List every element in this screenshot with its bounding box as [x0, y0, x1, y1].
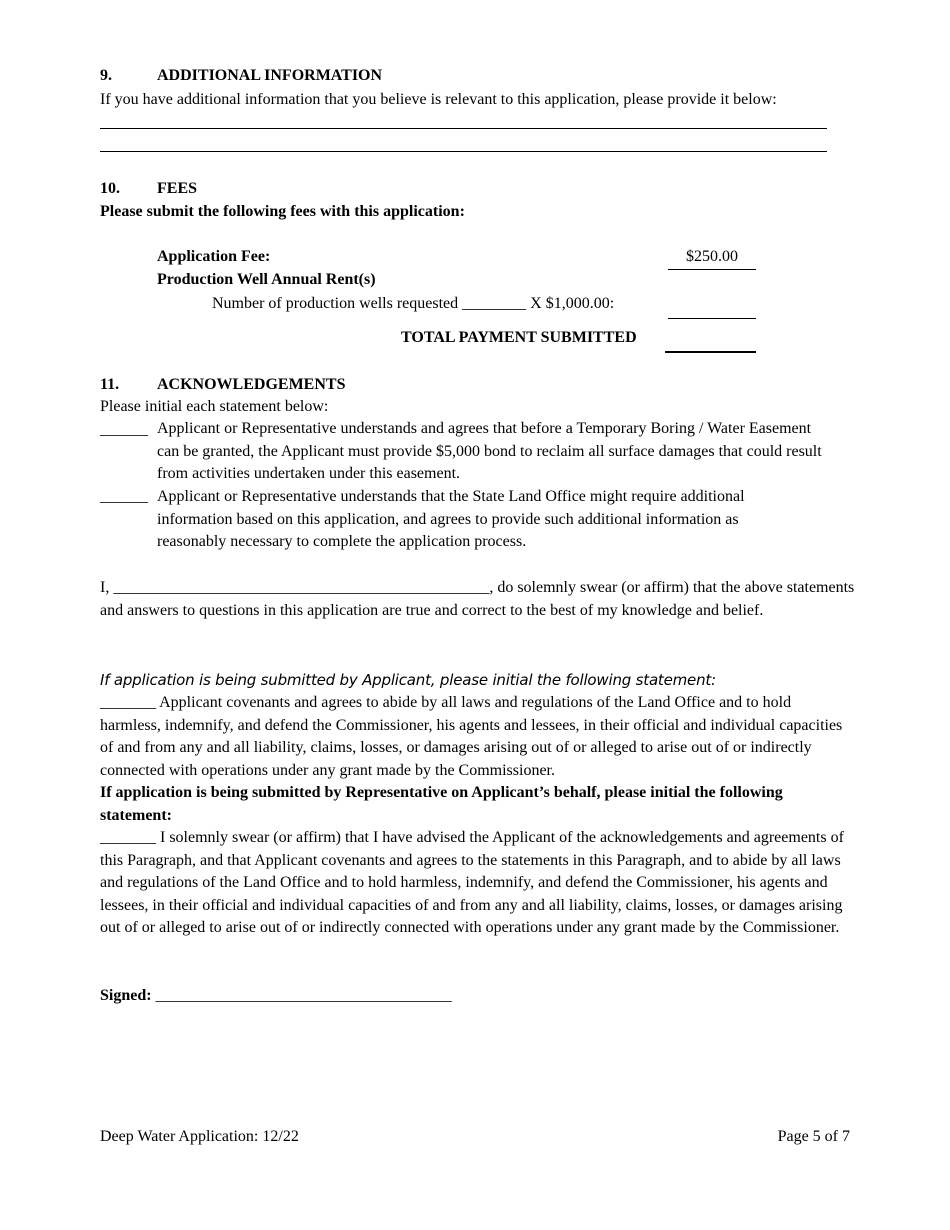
total-payment-label: TOTAL PAYMENT SUBMITTED [401, 329, 637, 346]
footer-page-number: Page 5 of 7 [777, 1128, 850, 1145]
section-10-number: 10. [100, 180, 120, 197]
applicant-statement [100, 692, 855, 782]
ack-1-initial-blank[interactable]: ______ [100, 421, 148, 438]
oath-statement[interactable]: I, _______________________________________________, do solemnly swear (or affirm) that the above statements and answers to questions in this application are true and correct to the best of my knowledge and belief. [100, 579, 855, 619]
section-9-prompt: If you have additional information that you believe is relevant to this application, please provide it below: [100, 91, 777, 108]
production-wells-count-line[interactable]: Number of production wells requested ________ X $1,000.00: [212, 295, 615, 312]
well-rent-amount-field[interactable] [668, 318, 756, 319]
application-fee-underline [668, 269, 756, 270]
applicant-statement-text: Applicant covenants and agrees to abide by all laws and regulations of the Land Office and to hold harmless, indemnify, and defend the Commissioner, his agents and lessees, in their official and individual capacities of and from any and all liability, claims, losses, or damages arising out of or alleged to arise out of or indirectly connected with operations under any grant made by the Commissioner. [100, 694, 843, 779]
ack-1-text: Applicant or Representative understands and agrees that before a Temporary Boring / Water Easement can be granted, the Applicant must provide $5,000 bond to reclaim all surface damages that could result from activities undertaken under this easement. [157, 420, 822, 482]
application-fee-value: $250.00 [686, 248, 738, 265]
representative-statement-heading: If application is being submitted by Representative on Applicant’s behalf, please initial the following statement: [100, 784, 783, 824]
production-well-rent-label: Production Well Annual Rent(s) [157, 271, 376, 288]
signature-row [100, 986, 452, 1006]
total-payment-field[interactable] [665, 351, 756, 353]
fees-instruction: Please submit the following fees with this application: [100, 203, 465, 220]
signed-label: Signed: [100, 987, 152, 1004]
ack-2-text: Applicant or Representative understands that the State Land Office might require additional information based on this application, and agrees to provide such additional information as reasonably necessary to complete the application process. [157, 488, 745, 550]
acknowledgements-instruction: Please initial each statement below: [100, 398, 329, 415]
applicant-statement-heading: If application is being submitted by Applicant, please initial the following statement: [100, 671, 716, 689]
additional-info-line-1[interactable] [100, 128, 827, 129]
footer-document-title: Deep Water Application: 12/22 [100, 1128, 299, 1145]
additional-info-line-2[interactable] [100, 151, 827, 152]
section-10-heading: FEES [157, 180, 198, 197]
signature-line[interactable]: _____________________________________ [155, 987, 452, 1004]
ack-2-initial-blank[interactable]: ______ [100, 488, 148, 505]
section-9-number: 9. [100, 67, 112, 84]
section-11-number: 11. [100, 376, 120, 393]
application-fee-label: Application Fee: [157, 248, 271, 265]
applicant-initial-blank[interactable]: _______ [100, 694, 156, 711]
representative-statement [100, 827, 855, 940]
section-11-heading: ACKNOWLEDGEMENTS [157, 376, 346, 393]
representative-initial-blank[interactable]: _______ [100, 829, 156, 846]
representative-statement-text: I solemnly swear (or affirm) that I have advised the Applicant of the acknowledgements and agreements of this Paragraph, and that Applicant covenants and agrees to the statements in this Paragraph, and to abide by all laws and regulations of the Land Office and to hold harmless, indemnify, and defend the Commissioner, his agents and lessees, in their official and individual capacities of and from any and all liability, claims, losses, or damages arising out of or alleged to arise out of or indirectly connected with operations under any grant made by the Commissioner. [100, 829, 844, 936]
section-9-heading: ADDITIONAL INFORMATION [157, 67, 383, 84]
